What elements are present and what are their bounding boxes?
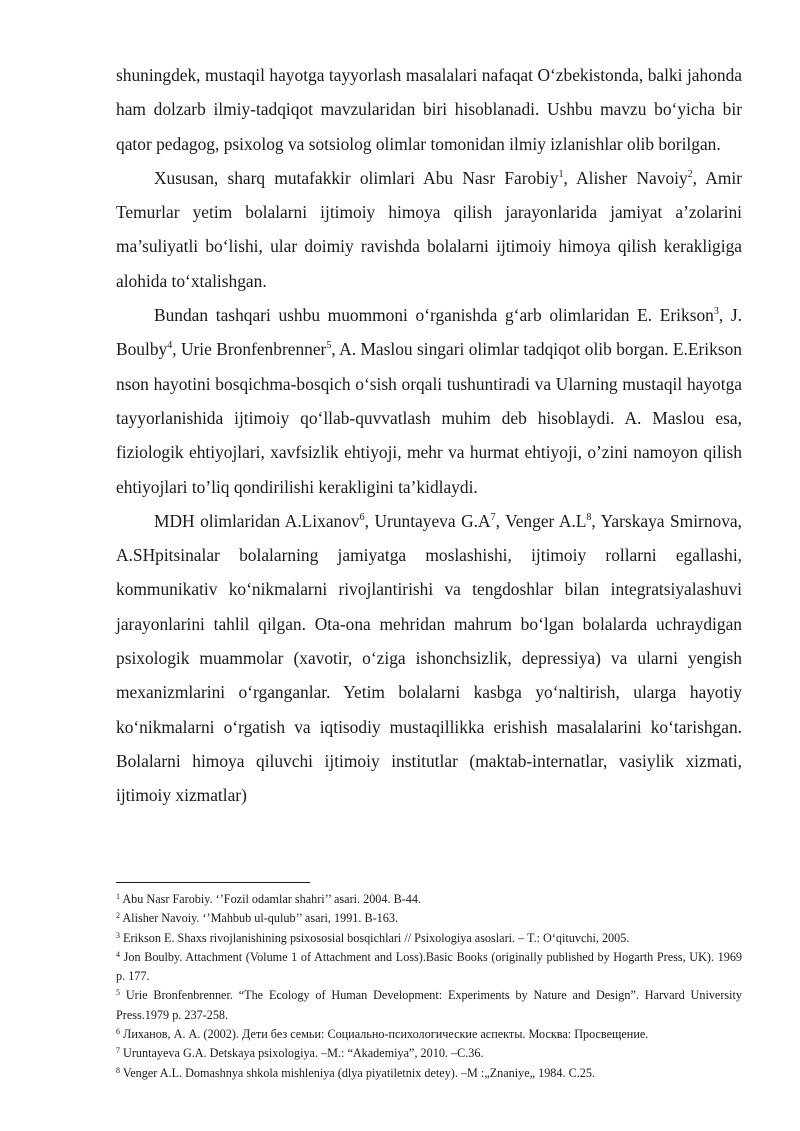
footnote-number: 5 bbox=[116, 988, 120, 998]
footnote-ref-8[interactable]: 8 bbox=[586, 511, 592, 523]
footnote-text: Venger A.L. Domashnya shkola mishleniya (dlya piyatiletnix detey). –M :„Znaniye„ 1984. C.25. bbox=[122, 1065, 595, 1080]
footnote-ref-4[interactable]: 4 bbox=[167, 340, 173, 352]
footnote-number: 2 bbox=[116, 911, 120, 921]
footnote-number: 3 bbox=[116, 930, 120, 940]
footnote-1 bbox=[116, 890, 742, 909]
paragraph-2-text-b: , Alisher Navoiy bbox=[563, 167, 688, 188]
footnote-7 bbox=[116, 1044, 742, 1063]
paragraph-4-text-b: , Uruntayeva G.A bbox=[364, 510, 491, 531]
paragraph-3-text-a: Bundan tashqari ushbu muommoni o‘rganishda g‘arb olimlaridan E. Erikson bbox=[154, 305, 714, 326]
footnote-ref-7[interactable]: 7 bbox=[490, 511, 496, 523]
footnote-text: Лиханов, А. А. (2002). Дети без семьи: Социально-психологические аспекты. Москва: Просвещение. bbox=[123, 1027, 649, 1042]
paragraph-2-text-c: , Amir Temurlar yetim bolalarni ijtimoiy himoya qilish jarayonlarida jamiyat a’zolarini ma’suliyatli bo‘lishi, ular doimiy ravishda bolalarni ijtimoiy himoya qilish kerakligiga alohida to‘xtalishgan. bbox=[116, 167, 742, 291]
footnote-number: 7 bbox=[116, 1046, 120, 1056]
footnote-number: 4 bbox=[116, 949, 120, 959]
paragraph-3-text-b: , J. Boulby bbox=[116, 305, 742, 360]
footnote-text: Erikson E. Shaxs rivojlanishining psixososial bosqichlari // Psixologiya asoslari. – T.: O‘qituvchi, 2005. bbox=[123, 930, 630, 945]
footnote-4 bbox=[116, 948, 742, 987]
footnote-ref-1[interactable]: 1 bbox=[558, 168, 564, 180]
footnote-separator bbox=[116, 882, 310, 883]
paragraph-2-text-a: Xususan, sharq mutafakkir olimlari Abu Nasr Farobiy bbox=[154, 167, 559, 188]
footnote-5 bbox=[116, 986, 742, 1025]
paragraph-4 bbox=[116, 504, 742, 813]
footnote-8 bbox=[116, 1064, 742, 1083]
footnote-ref-6[interactable]: 6 bbox=[359, 511, 365, 523]
footnote-number: 8 bbox=[116, 1065, 120, 1075]
paragraph-4-text-d: , Yarskaya Smirnova, A.SHpitsinalar bolalarning jamiyatga moslashishi, ijtimoiy rollarni egallashi, kommunikativ ko‘nikmalarni rivojlantirishi va tengdoshlar bilan integratsiyalashuvi jarayonlarini tahlil qilgan. Ota-ona mehridan mahrum bo‘lgan bolalarda uchraydigan psixologik muammolar (xavotir, o‘ziga ishonchsizlik, depressiya) va ularni yengish mexanizmlarini o‘rganganlar. Yetim bolalarni kasbga yo‘naltirish, ularga hayotiy ko‘nikmalarni o‘rgatish va iqtisodiy mustaqillikka erishish masalalarini ko‘tarishgan. Bolalarni himoya qiluvchi ijtimoiy institutlar (maktab-internatlar, vasiylik xizmati, ijtimoiy xizmatlar) bbox=[116, 510, 742, 806]
paragraph-3 bbox=[116, 298, 742, 504]
footnote-ref-3[interactable]: 3 bbox=[713, 306, 719, 318]
footnote-ref-5[interactable]: 5 bbox=[326, 340, 332, 352]
paragraph-3-text-d: , A. Maslou singari olimlar tadqiqot olib borgan. E.Erikson nson hayotini bosqichma-bosqich o‘sish orqali tushuntiradi va Ularning mustaqil hayotga tayyorlanishida ijtimoiy qo‘llab-quvvatlash muhim deb hisoblaydi. A. Maslou esa, fiziologik ehtiyojlari, xavfsizlik ehtiyoji, mehr va hurmat ehtiyoji, o’zini namoyon qilish ehtiyojlari to’liq qondirilishi kerakligini ta’kidlaydi. bbox=[116, 339, 742, 497]
footnote-text: Urie Bronfenbrenner. “The Ecology of Human Development: Experiments by Nature and Design”. Harvard University Press.1979 p. 237-258. bbox=[116, 988, 743, 1022]
paragraph-1: shuningdek, mustaqil hayotga tayyorlash masalalari nafaqat O‘zbekistonda, balki jahonda ham dolzarb ilmiy-tadqiqot mavzularidan biri hisoblanadi. Ushbu mavzu bo‘yicha bir qator pedagog, psixolog va sotsiolog olimlar tomonidan ilmiy izlanishlar olib borilgan. bbox=[116, 65, 742, 154]
footnote-6 bbox=[116, 1025, 742, 1044]
footnotes bbox=[116, 890, 742, 1083]
paragraph-3-text-c: , Urie Bronfenbrenner bbox=[172, 339, 327, 360]
paragraph-4-text-a: MDH olimlaridan A.Lixanov bbox=[154, 510, 360, 531]
body-text bbox=[116, 58, 742, 813]
footnote-ref-2[interactable]: 2 bbox=[687, 168, 693, 180]
footnote-2 bbox=[116, 909, 742, 928]
footnote-text: Abu Nasr Farobiy. ‘’Fozil odamlar shahri’’ asari. 2004. B-44. bbox=[122, 892, 422, 906]
footnote-number: 1 bbox=[116, 892, 120, 901]
paragraph-4-text-c: , Venger A.L bbox=[495, 510, 587, 531]
footnote-text: Jon Boulby. Attachment (Volume 1 of Attachment and Loss).Basic Books (originally published by Hogarth Press, UK). 1969 p. 177. bbox=[116, 949, 743, 984]
footnote-number: 6 bbox=[116, 1027, 120, 1037]
footnote-text: Alisher Navoiy. ‘’Mahbub ul-qulub’’ asari, 1991. B-163. bbox=[122, 911, 399, 926]
footnote-3 bbox=[116, 929, 742, 948]
paragraph-2 bbox=[116, 161, 742, 298]
footnote-text: Uruntayeva G.A. Detskaya psixologiya. –M.: “Akademiya”, 2010. –C.36. bbox=[123, 1046, 484, 1061]
